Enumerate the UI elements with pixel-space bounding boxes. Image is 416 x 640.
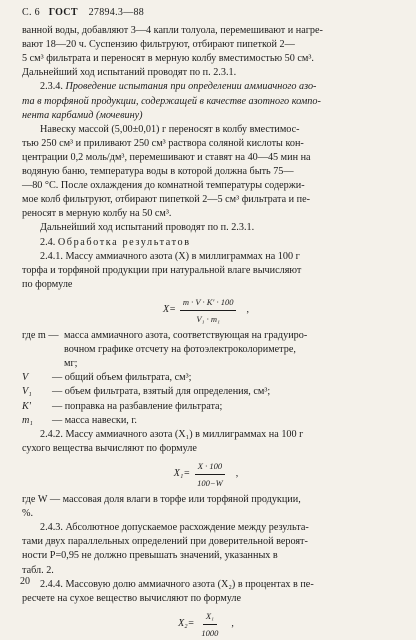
text-line: Навеску массой (5,00±0,01) г переносят в колбу вместимос-	[40, 123, 300, 135]
text-line: —80 °С. После охлаждения до комнатной температуры содержи-	[22, 180, 305, 192]
legend-symbol: V	[22, 372, 29, 384]
formula-trail: ,	[246, 304, 249, 316]
text-line: 2.4.2. Массу аммиачного азота (X₁) в миллиграммах на 100 г	[40, 428, 304, 440]
formula-numerator: X₁	[203, 609, 217, 625]
legend-symbol: V₁	[22, 386, 32, 398]
formula-legend	[22, 329, 390, 343]
text-line: 5 см³ фильтрата и переносят в мерную колбу вместимостью 50 см³.	[22, 53, 314, 65]
legend-lead: где m —	[22, 330, 59, 342]
formula-2	[22, 459, 390, 490]
legend-row	[22, 400, 390, 414]
formula-fraction	[180, 295, 237, 326]
text-line: табл. 2.	[22, 564, 54, 576]
section-number: 2.4.	[40, 236, 58, 248]
text-line: где W — массовая доля влаги в торфе или торфяной продукции,	[22, 494, 301, 506]
text-line: ресчете на сухое вещество вычисляют по формуле	[22, 592, 242, 604]
text-line: ванной воды, добавляют 3—4 капли толуола, перемешивают и нагре-	[22, 25, 323, 37]
formula-fraction	[198, 609, 221, 640]
section-title-cont: та в торфяной продукции, содержащей в качестве азотного компо-	[22, 95, 321, 107]
text-line: 2.4.3. Абсолютное допускаемое расхождение между результа-	[40, 522, 309, 534]
text-line: реносят в мерную колбу на 50 см³.	[22, 208, 172, 220]
formula-1	[22, 295, 390, 326]
legend-row	[22, 385, 390, 399]
section-2-3-4-heading	[22, 80, 390, 94]
legend-text-cont: мг;	[64, 358, 78, 370]
header-page: С. 6	[22, 7, 40, 18]
section-title: Обработка результатов	[57, 236, 191, 248]
formula-trail: ,	[235, 468, 239, 480]
text-line: сухого вещества вычисляют по формуле	[22, 442, 197, 454]
formula-trail: ,	[231, 618, 234, 630]
text-line: %.	[22, 508, 34, 520]
section-title-cont: нента карбамид (мочевину)	[22, 109, 143, 121]
legend-text-cont: вочном графике отсчету на фотоэлектроколориметре,	[64, 344, 296, 356]
legend-desc: — общий объем фильтрата, см³;	[52, 372, 192, 384]
legend-text: масса аммиачного азота, соответствующая на градуиро-	[64, 330, 308, 342]
legend-row	[22, 371, 390, 385]
header-standard: ГОСТ	[48, 7, 78, 18]
text-line: по формуле	[22, 278, 73, 290]
formula-3	[22, 609, 390, 640]
formula-numerator: X · 100	[195, 459, 225, 475]
text-line: торфа и торфяной продукции при натуральной влаге вычисляют	[22, 264, 302, 276]
section-title: Проведение испытания при определении аммиачного азо-	[65, 81, 317, 93]
text-line: Дальнейший ход испытаний проводят по п. 2.3.1.	[22, 67, 237, 79]
text-line: водяную баню, температура воды в которой должна быть 75—	[22, 166, 294, 178]
formula-numerator: m · V · K′ · 100	[180, 295, 237, 311]
text-line: ности P=0,95 не должно превышать значений, указанных в	[22, 550, 278, 562]
legend-symbol: m₁	[22, 414, 33, 426]
section-number: 2.3.4.	[40, 81, 66, 93]
text-line: тью 250 см³ и приливают 250 см³ раствора соляной кислоты кон-	[22, 137, 304, 149]
text-line: 2.4.1. Массу аммиачного азота (X) в миллиграммах на 100 г	[40, 250, 300, 262]
legend-symbol: K′	[22, 400, 32, 412]
text-line: Дальнейший ход испытаний проводят по п. 2.3.1.	[40, 222, 255, 234]
formula-denominator: 100−W	[197, 478, 223, 488]
section-2-4-heading	[22, 236, 390, 250]
legend-desc: — масса навески, г.	[52, 414, 137, 426]
legend-row	[22, 414, 390, 428]
legend-desc: — поправка на разбавление фильтрата;	[52, 400, 223, 412]
formula-lhs: X₁=	[173, 468, 191, 480]
formula-fraction	[194, 459, 226, 490]
text-line: тами двух параллельных определений при доверительной вероят-	[22, 536, 308, 548]
formula-denominator: V₁ · m₁	[196, 313, 220, 324]
text-line: центрации 0,2 моль/дм³, перемешивают и ставят на 40—45 мин на	[22, 151, 311, 163]
formula-denominator: 1000	[201, 627, 219, 638]
header-number: 27894.3—88	[88, 7, 145, 18]
text-line: 2.4.4. Массовую долю аммиачного азота (X₂) в процентах в пе-	[40, 578, 314, 590]
page-number: 20	[20, 576, 30, 587]
text-line: вают 18—20 ч. Суспензию фильтруют, отбирают пипеткой 2—	[22, 39, 295, 51]
text-line: мое колб фильтруют, отбирают пипеткой 2—5 см³ фильтрата и пе-	[22, 194, 311, 206]
formula-lhs: X=	[163, 304, 176, 316]
formula-lhs: X₂=	[178, 618, 195, 630]
page-header	[22, 6, 390, 20]
legend-desc: — объем фильтрата, взятый для определения, см³;	[52, 386, 271, 398]
